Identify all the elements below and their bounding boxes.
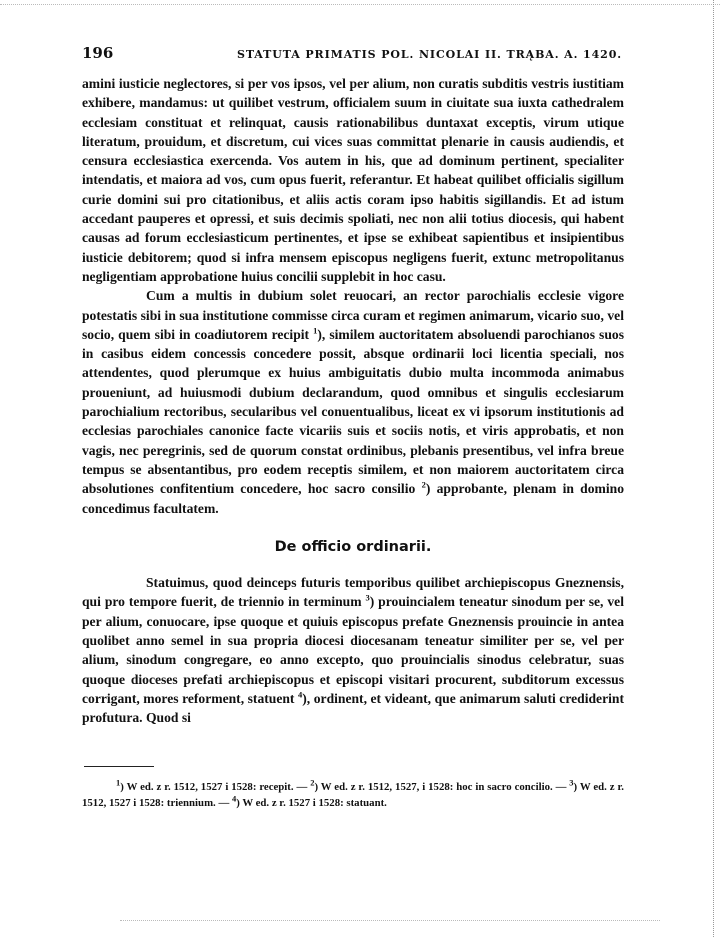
footnote-marker: 1 [313,325,318,336]
footnote-text [82,776,624,811]
footnote-marker: 4 [298,689,303,700]
footnotes [82,776,624,811]
text-run: ) W ed. z r. 1512, 1527 i 1528: recepit. — [120,780,311,793]
text-run: ) prouincialem teneatur sinodum per se, vel per alium, conuocare, ipse quoque et quiuis episcopus prefate Gneznensis prouincie in antea quolibet anno semel in sua propria diocesi diocesanam teneatur similiter per se, vel per alium, sinodum congregare, eo anno excepto, quo prouincialis sinodus celebratur, suas quoque dioceses prefati archiepiscopus et episcopi visitari procurent, subditorum excessus corrigant, mores reforment, statuent [82,594,624,706]
text-run: ) approbante, plenam in domino concedimus facultatem. [82,481,624,516]
text-run: ) W ed. z r. 1512, 1527 i 1528: triennium. — [82,780,624,809]
footnote-marker: 2 [310,776,315,787]
scan-edge-bottom [120,920,660,921]
paragraph-1 [82,74,624,286]
text-run: ), ordinent, et videant, que animarum saluti crediderint profutura. Quod si [82,690,624,726]
body-text [82,74,624,728]
scan-edge-right [713,0,714,937]
running-head [82,44,624,64]
footnote-marker: 3 [365,592,370,603]
running-title: STATUTA PRIMATIS POL. NICOLAI II. TRĄBA. A. 1420. [236,48,622,61]
page [82,44,624,811]
text-run: Cum a multis in dubium solet reuocari, an rector parochialis ecclesie vigore potestatis sibi in sua institutione commisse circa curam et regimen animarum, vicario suo, vel socio, quem sibi in coadiutorem recipit [82,288,624,342]
page-number: 196 [82,44,114,62]
section-heading: De officio ordinarii. [274,538,432,555]
scan-edge-top [0,4,720,5]
text-run: ), similem auctoritatem absoluendi parochianos suos in casibus eidem concessis concedere possit, absque ordinarii loci licentia speciali, nos attendentes, quod plerumque ex huius ambiguitatis dubio multa incommoda animabus proueniunt, ad huiusmodi dubium declarandum, quod omnibus et singulis ecclesiarum parochialium rectoribus, secularibus vel conuentualibus, liceat ex vi ipsorum institutionis ad ecclesias parochiales canonice facte vicariis suis et sociis notis, et viris approbatis, et non vagis, nec peregrinis, sed de quorum constat ordinibus, plebanis presentibus, vel infra breue tempus se absentantibus, pro eodem receptis similem, et non maiorem auctoritatem circa absolutiones confitentium concedere, hoc sacro consilio [82,326,624,497]
paragraph-3 [82,573,624,727]
footnote-marker: 4 [231,792,237,803]
paragraph-2 [82,286,624,518]
text-run: amini iusticie neglectores, si per vos ipsos, vel per alium, non curatis subditis vestris iustitiam exhibere, mandamus: ut quilibet vestrum, officialem suum in ciuitate sua iuxta cathedralem ecclesiam constituat et relinquat, causis rationabilibus duntaxat exceptis, virum utique literatum, prouidum, et discretum, cui vices suas committat plenarie in causis audiendis, et censura ecclesiastica exercenda. Vos autem in his, que ad dominum pertinent, specialiter intendatis, et maiora ad vos, cum opus fuerit, referantur. Et habeat quilibet officialis sigillum curie domini sui pro citationibus, et aliis actis coram ipso habitis sigillandis. Et ad istum accedant pauperes et opressi, et suis decimis spoliati, nec non alii totius diocesis, qui habent causas ad forum ecclesiasticum pertinentes, et ipse se exhibeat sapientibus et insipientibus iusticie debitorem; quod si infra mensem episcopus negligens fuerit, extunc metropolitanus negligentiam approbatione huius concilii supplebit in hoc casu. [82,76,624,284]
footnote-marker: 2 [421,479,426,490]
footnote-marker: 3 [569,776,574,787]
text-run: ) W ed. z r. 1512, 1527, i 1528: hoc in sacro concilio. — [314,780,570,793]
footnote-rule [84,766,154,767]
text-run: ) W ed. z r. 1527 i 1528: statuant. [236,796,387,809]
text-run: Statuimus, quod deinceps futuris temporibus quilibet archiepiscopus Gneznensis, qui pro tempore fuerit, de triennio in terminum [82,575,624,610]
footnote-marker: 1 [116,776,121,787]
